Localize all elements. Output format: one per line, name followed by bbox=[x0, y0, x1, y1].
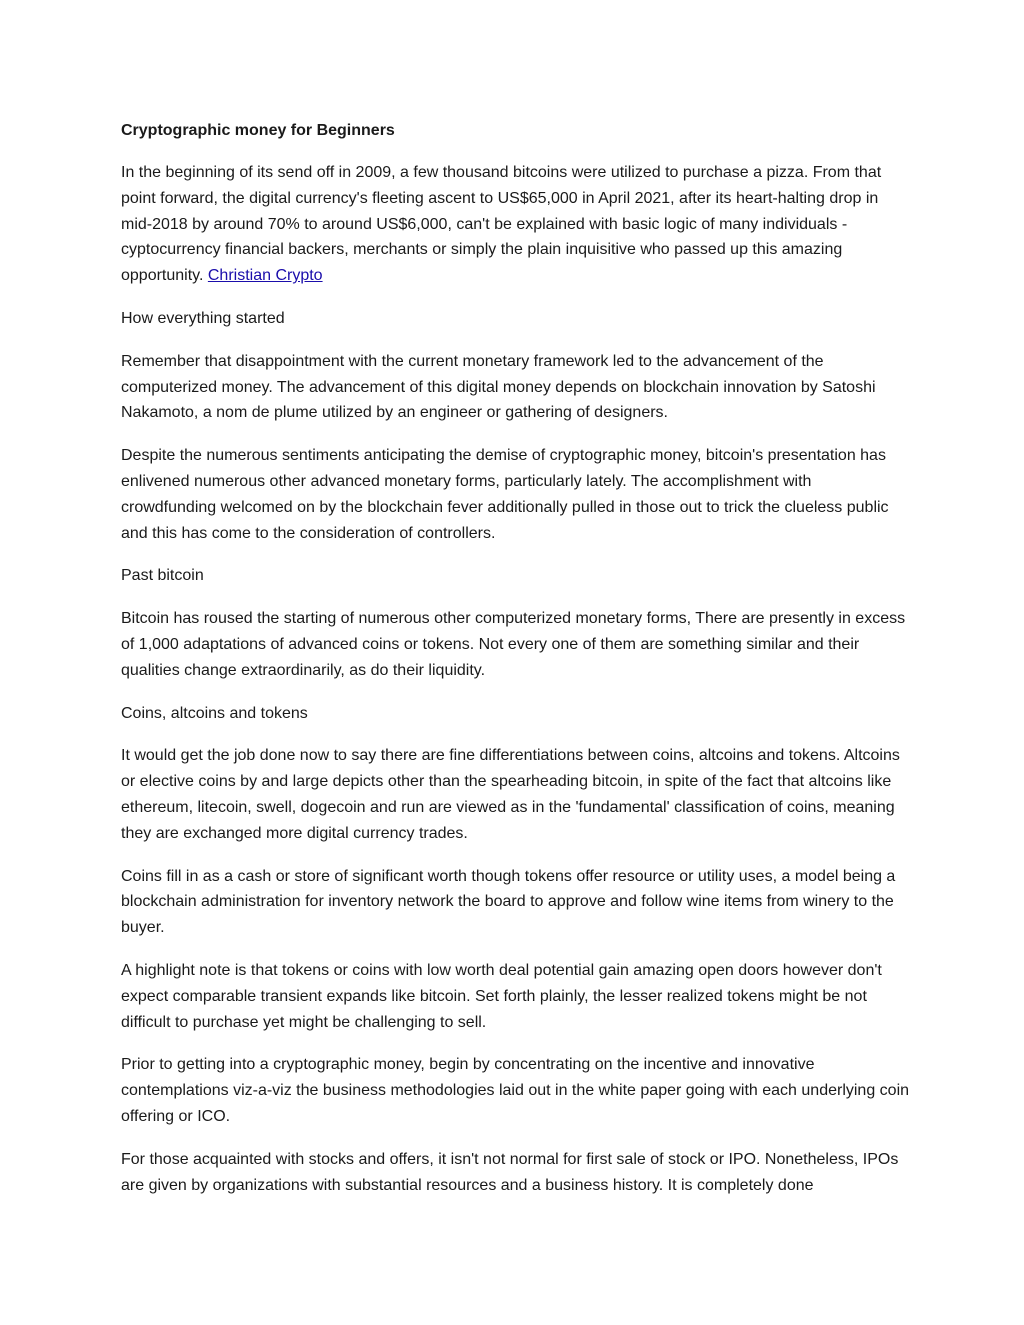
paragraph: A highlight note is that tokens or coins with low worth deal potential gain amazing open doors however don't expect comparable transient expands like bitcoin. Set forth plainly, the lesser realized tokens might be not difficult to purchase yet might be challenging to sell. bbox=[121, 961, 882, 1031]
paragraph: Coins fill in as a cash or store of significant worth though tokens offer resource or utility uses, a model being a blockchain administration for inventory network the board to approve and follow wine items from winery to the buyer. bbox=[121, 867, 896, 937]
paragraph: Remember that disappointment with the current monetary framework led to the advancement of the computerized money. The advancement of this digital money depends on blockchain innovation by Satoshi Nakamoto, a nom de plume utilized by an engineer or gathering of designers. bbox=[121, 352, 876, 422]
section-heading-coins-altcoins-tokens: Coins, altcoins and tokens bbox=[121, 704, 308, 722]
christian-crypto-link[interactable]: Christian Crypto bbox=[207, 267, 323, 285]
paragraph: It would get the job done now to say there are fine differentiations between coins, altcoins and tokens. Altcoins or elective coins by and large depicts other than the spearheading bitcoin, in spite of the fact that altcoins like ethereum, litecoin, swell, dogecoin and run are viewed as in the 'fundamental' classification of coins, meaning they are exchanged more digital currency trades. bbox=[121, 747, 900, 842]
section-heading-past-bitcoin: Past bitcoin bbox=[121, 567, 204, 585]
document-title: Cryptographic money for Beginners bbox=[121, 122, 395, 139]
paragraph-text: In the beginning of its send off in 2009, a few thousand bitcoins were utilized to purchase a pizza. From that point forward, the digital currency's fleeting ascent to US$65,000 in April 2021, after its heart-halting drop in mid-2018 by around 70% to around US$6,000, can't be explained with basic logic of many individuals - cyptocurrency financial backers, merchants or simply the plain inquisitive who passed up this amazing opportunity. bbox=[121, 164, 882, 285]
paragraph: Despite the numerous sentiments anticipating the demise of cryptographic money, bitcoin's presentation has enlivened numerous other advanced monetary forms, particularly lately. The accomplishment with crowdfunding welcomed on by the blockchain fever additionally pulled in those out to trick the clueless public and this has come to the consideration of controllers. bbox=[121, 447, 889, 542]
paragraph: For those acquainted with stocks and offers, it isn't not normal for first sale of stock or IPO. Nonetheless, IPOs are given by organizations with substantial resources and a business history. It is completely done bbox=[121, 1150, 899, 1194]
paragraph: Bitcoin has roused the starting of numerous other computerized monetary forms, There are presently in excess of 1,000 adaptations of advanced coins or tokens. Not every one of them are something similar and their qualities change extraordinarily, as do their liquidity. bbox=[121, 610, 906, 679]
section-heading-how-everything-started: How everything started bbox=[121, 309, 285, 327]
document-page bbox=[121, 118, 911, 1215]
paragraph-intro bbox=[121, 160, 911, 289]
paragraph: Prior to getting into a cryptographic money, begin by concentrating on the incentive and innovative contemplations viz-a-viz the business methodologies laid out in the white paper going with each underlying coin offering or ICO. bbox=[121, 1056, 910, 1125]
